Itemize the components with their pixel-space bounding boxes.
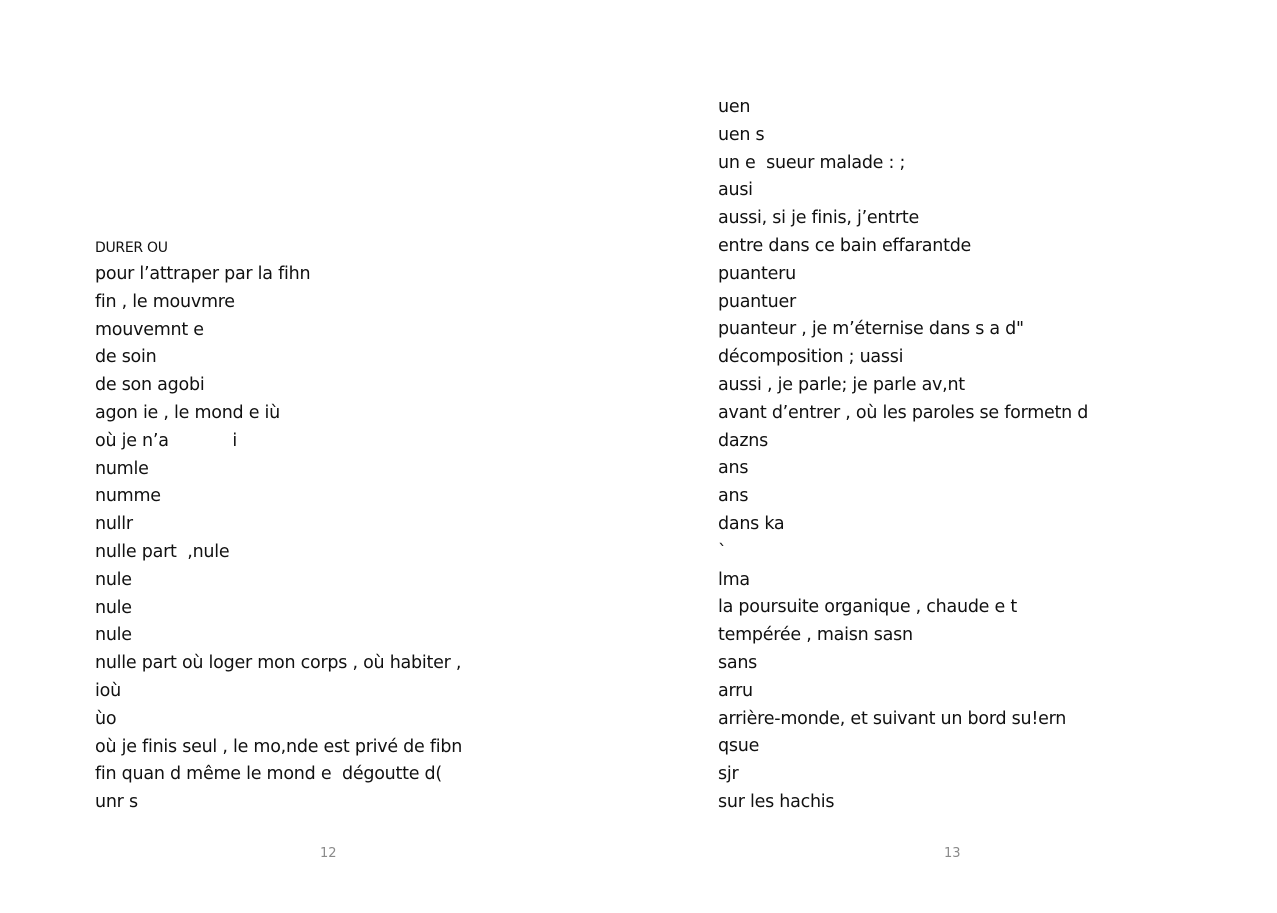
text-line: ioù	[95, 680, 121, 701]
text-line: nule	[95, 597, 132, 618]
text-line: un e sueur malade : ;	[718, 152, 906, 173]
right-page	[638, 0, 1277, 913]
text-line: aussi, si je finis, j’entrte	[718, 208, 919, 229]
text-line: où je finis seul , le mo,nde est privé de fibn	[95, 736, 463, 757]
text-line: avant d’entrer , où les paroles se formetn d	[718, 402, 1089, 423]
text-line: puanteru	[718, 263, 796, 284]
text-line: sjr	[718, 764, 739, 785]
text-line: numle	[95, 458, 149, 479]
text-line: numme	[95, 486, 161, 507]
page-number: 13	[944, 846, 961, 861]
text-line: où je n’a i	[95, 430, 238, 451]
text-line: lma	[718, 569, 750, 590]
text-line: agon ie , le mond e iù	[95, 402, 281, 423]
text-line: uen s	[718, 124, 765, 145]
text-line: de soin	[95, 347, 157, 368]
text-line: ans	[718, 486, 749, 507]
text-line: fin , le mouvmre	[95, 291, 235, 312]
text-line: qsue	[718, 736, 760, 757]
text-line: uen	[718, 97, 751, 117]
text-line: dans ka	[718, 513, 785, 534]
text-line: de son agobi	[95, 375, 205, 396]
text-line: pour l’attraper par la fihn	[95, 264, 311, 284]
text-line: arru	[718, 680, 753, 701]
text-line: sur les hachis	[718, 791, 835, 812]
section-title: DURER OU	[95, 240, 168, 256]
text-line: nulle part ,nule	[95, 541, 230, 562]
text-line: sans	[718, 652, 758, 673]
text-line: puanteur , je m’éternise dans s a d"	[718, 319, 1024, 340]
text-line: entre dans ce bain effarantde	[718, 235, 972, 256]
text-line: puantuer	[718, 291, 796, 312]
text-line: unr s	[95, 792, 138, 813]
text-line: ùo	[95, 708, 117, 729]
text-line: ausi	[718, 180, 753, 201]
text-line: nule	[95, 625, 132, 646]
left-text-block	[95, 261, 462, 817]
text-line: nulle part où loger mon corps , où habiter ,	[95, 653, 462, 674]
text-line: fin quan d même le mond e dégoutte d(	[95, 764, 442, 785]
right-text-block	[718, 94, 1088, 817]
text-line: tempérée , maisn sasn	[718, 625, 913, 646]
page-number: 12	[320, 846, 337, 861]
text-line: dazns	[718, 430, 768, 451]
text-line: arrière-monde, et suivant un bord su!ern	[718, 708, 1067, 729]
text-line: la poursuite organique , chaude e t	[718, 597, 1017, 618]
text-line: `	[718, 541, 727, 562]
text-line: nullr	[95, 514, 133, 535]
text-line: décomposition ; uassi	[718, 347, 904, 368]
left-page	[0, 0, 638, 913]
text-line: ans	[718, 458, 749, 479]
text-line: nule	[95, 569, 132, 590]
text-line: mouvemnt e	[95, 319, 204, 340]
text-line: aussi , je parle; je parle av,nt	[718, 374, 965, 395]
